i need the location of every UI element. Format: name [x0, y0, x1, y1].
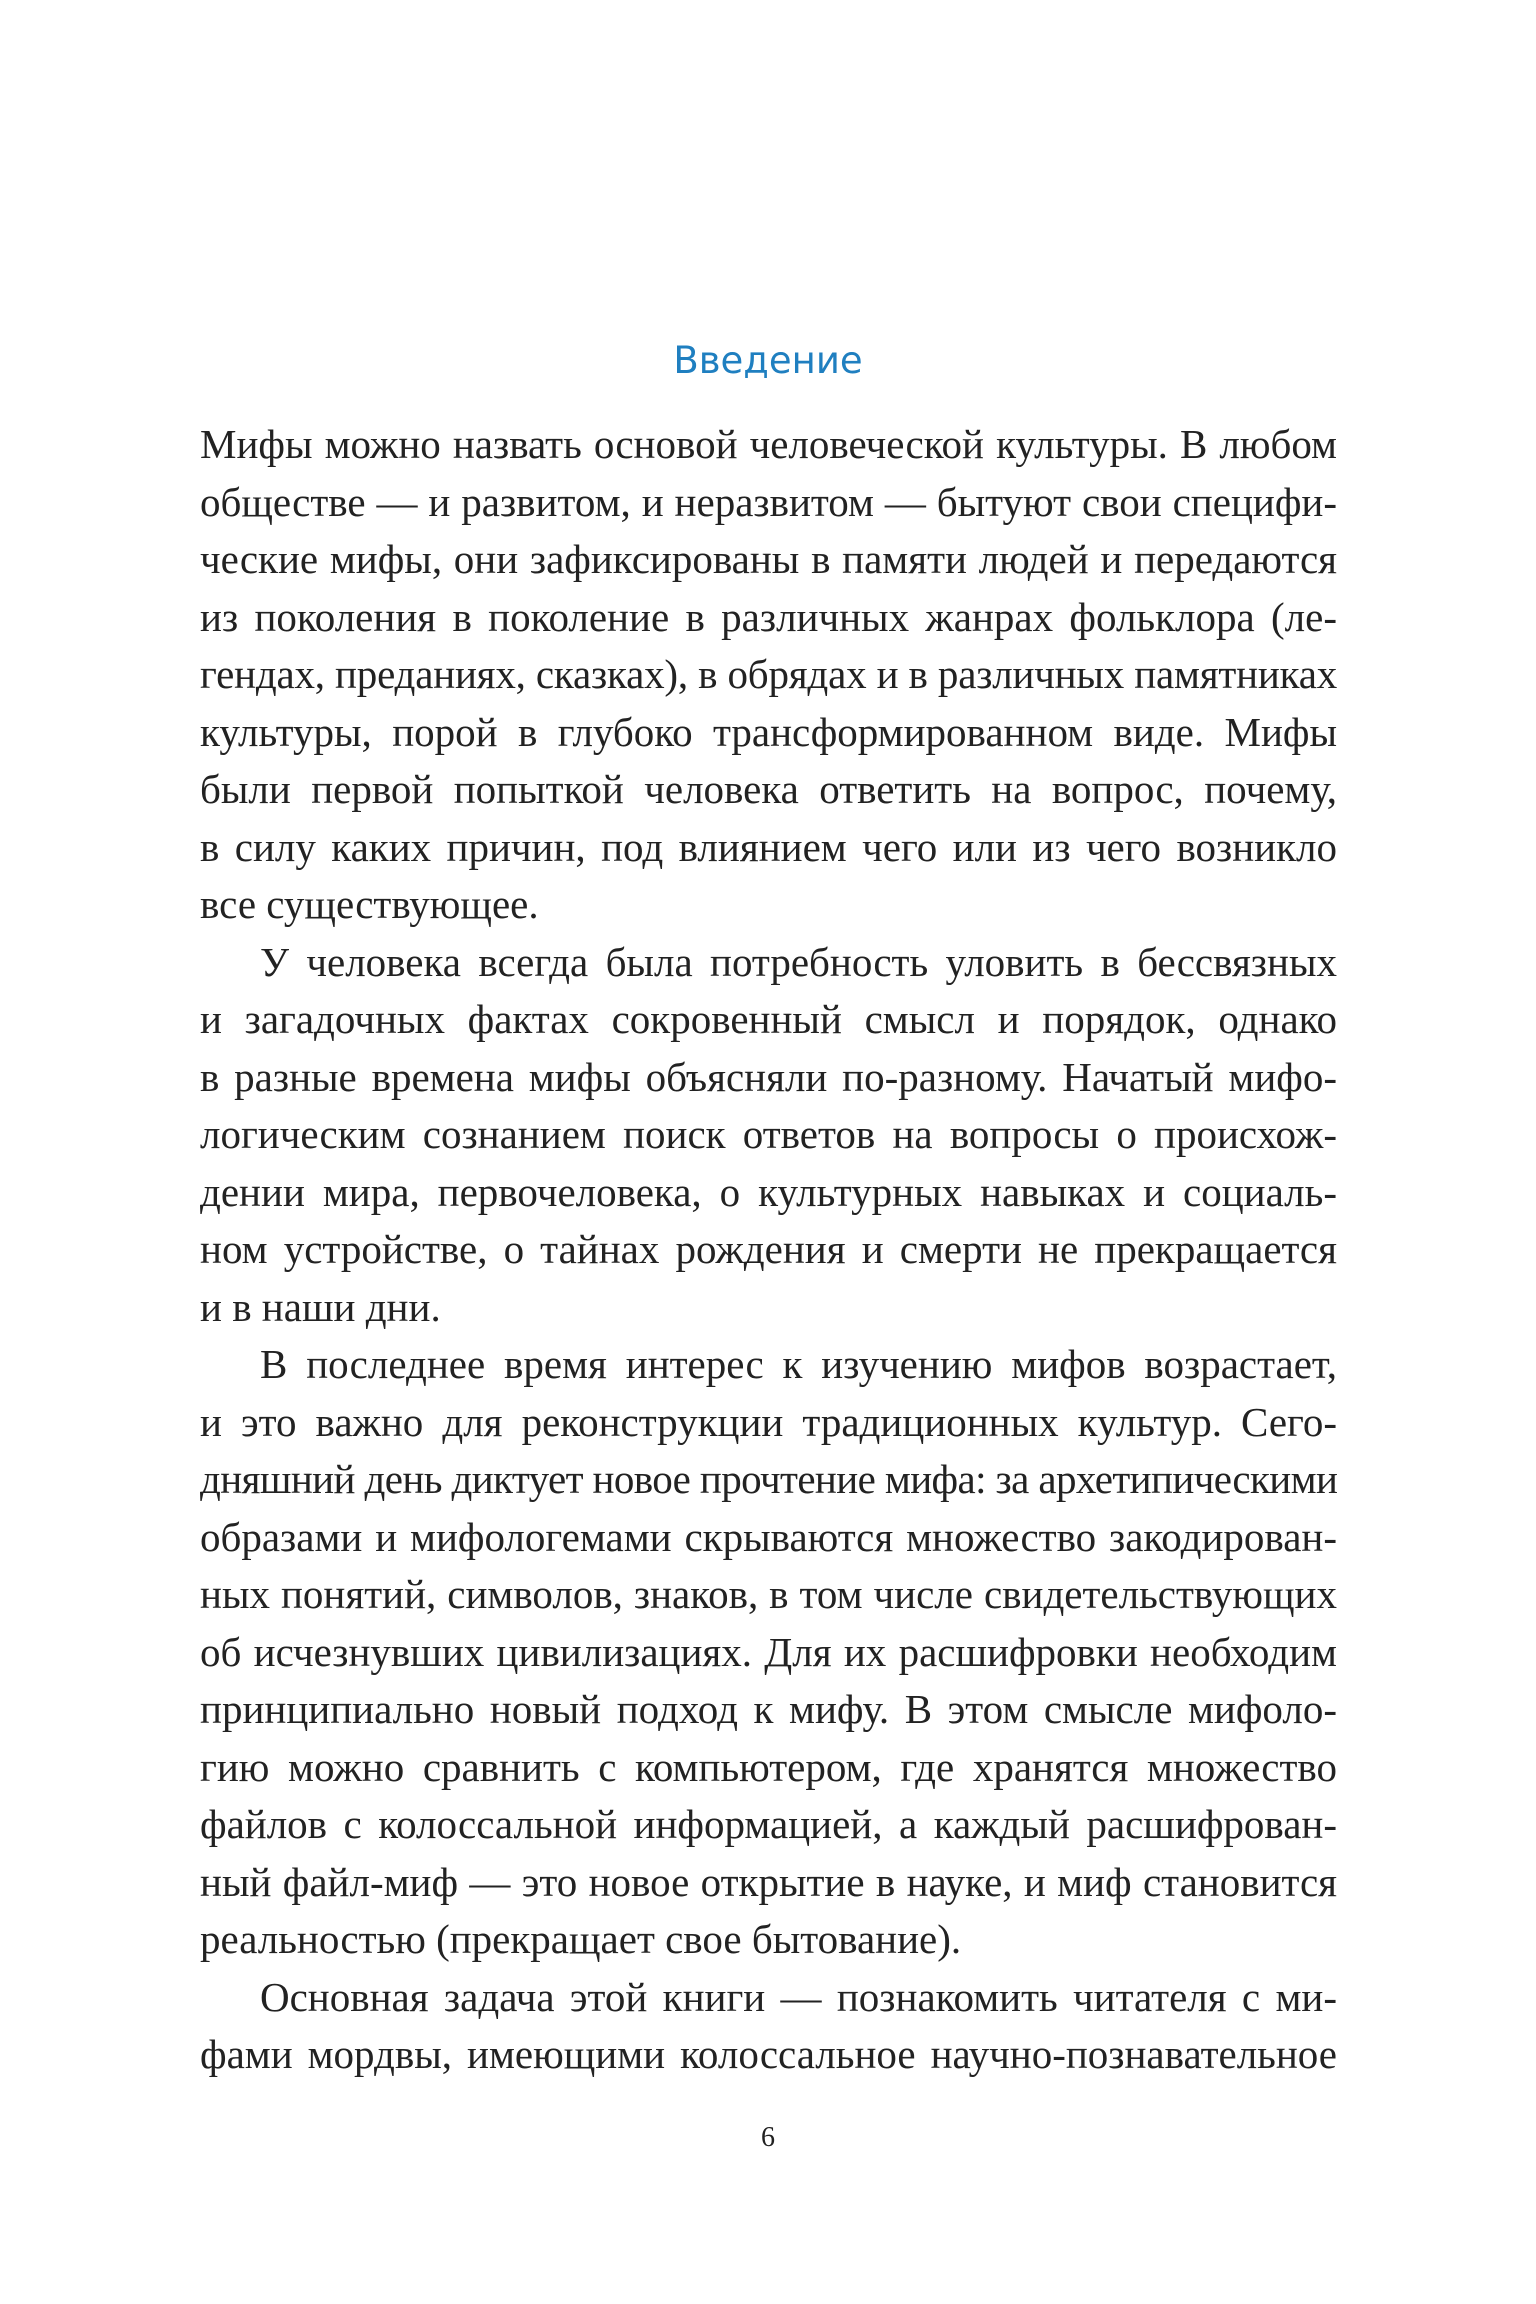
text-line: и в наши дни. [200, 1283, 441, 1330]
text-line: обществе — и развитом, и неразвитом — бытуют свои специфи- [200, 478, 1337, 525]
text-line: были первой попыткой человека ответить на вопрос, почему, [200, 766, 1337, 812]
text-line: и загадочных фактах сокровенный смысл и порядок, однако [200, 996, 1337, 1042]
text-line: логическим сознанием поиск ответов на вопросы о происхож- [200, 1111, 1337, 1157]
text-line: все существующее. [200, 881, 539, 927]
text-line: ных понятий, символов, знаков, в том числе свидетельствующих [200, 1571, 1337, 1617]
paragraph-2 [200, 934, 1337, 1337]
text-line: образами и мифологемами скрываются множество закодирован- [200, 1513, 1337, 1560]
text-line: У человека всегда была потребность уловить в бессвязных [260, 938, 1337, 985]
text-line: культуры, порой в глубоко трансформированном виде. Мифы [200, 708, 1337, 755]
text-line: ном устройстве, о тайнах рождения и смерти не прекращается [200, 1226, 1337, 1272]
text-line: реальностью (прекращает свое бытование). [200, 1916, 962, 1962]
body-text [200, 416, 1337, 2084]
text-line: дении мира, первочеловека, о культурных навыках и социаль- [200, 1168, 1337, 1215]
text-line: файлов с колоссальной информацией, а каждый расшифрован- [200, 1801, 1337, 1847]
paragraph-3 [200, 1336, 1337, 1969]
paragraph-1 [200, 416, 1337, 934]
text-line: в силу каких причин, под влиянием чего или из чего возникло [200, 823, 1337, 870]
text-line: из поколения в поколение в различных жанрах фольклора (ле- [200, 593, 1337, 640]
text-line: принципиально новый подход к мифу. В этом смысле мифоло- [200, 1686, 1337, 1732]
text-line: дняшний день диктует новое прочтение мифа: за архетипическими [200, 1456, 1337, 1502]
paragraph-4 [200, 1969, 1337, 2084]
text-line: В последнее время интерес к изучению мифов возрастает, [260, 1341, 1337, 1387]
text-line: фами мордвы, имеющими колоссальное научно-познавательное [200, 2031, 1337, 2077]
text-line: в разные времена мифы объясняли по-разному. Начатый мифо- [200, 1053, 1337, 1100]
text-line: и это важно для реконструкции традиционных культур. Сего- [200, 1398, 1337, 1445]
page-number: 6 [761, 2122, 775, 2153]
text-line: гендах, преданиях, сказках), в обрядах и в различных памятниках [200, 651, 1337, 697]
text-line: ный файл-миф — это новое открытие в науке, и миф становится [200, 1858, 1337, 1905]
text-line: Основная задача этой книги — познакомить читателя с ми- [260, 1973, 1337, 2020]
chapter-title: Введение [673, 339, 863, 382]
text-line: об исчезнувших цивилизациях. Для их расшифровки необходим [200, 1628, 1337, 1675]
text-line: Мифы можно назвать основой человеческой культуры. В любом [200, 421, 1337, 467]
text-line: гию можно сравнить с компьютером, где хранятся множество [200, 1743, 1337, 1790]
text-line: ческие мифы, они зафиксированы в памяти людей и передаются [200, 536, 1337, 582]
